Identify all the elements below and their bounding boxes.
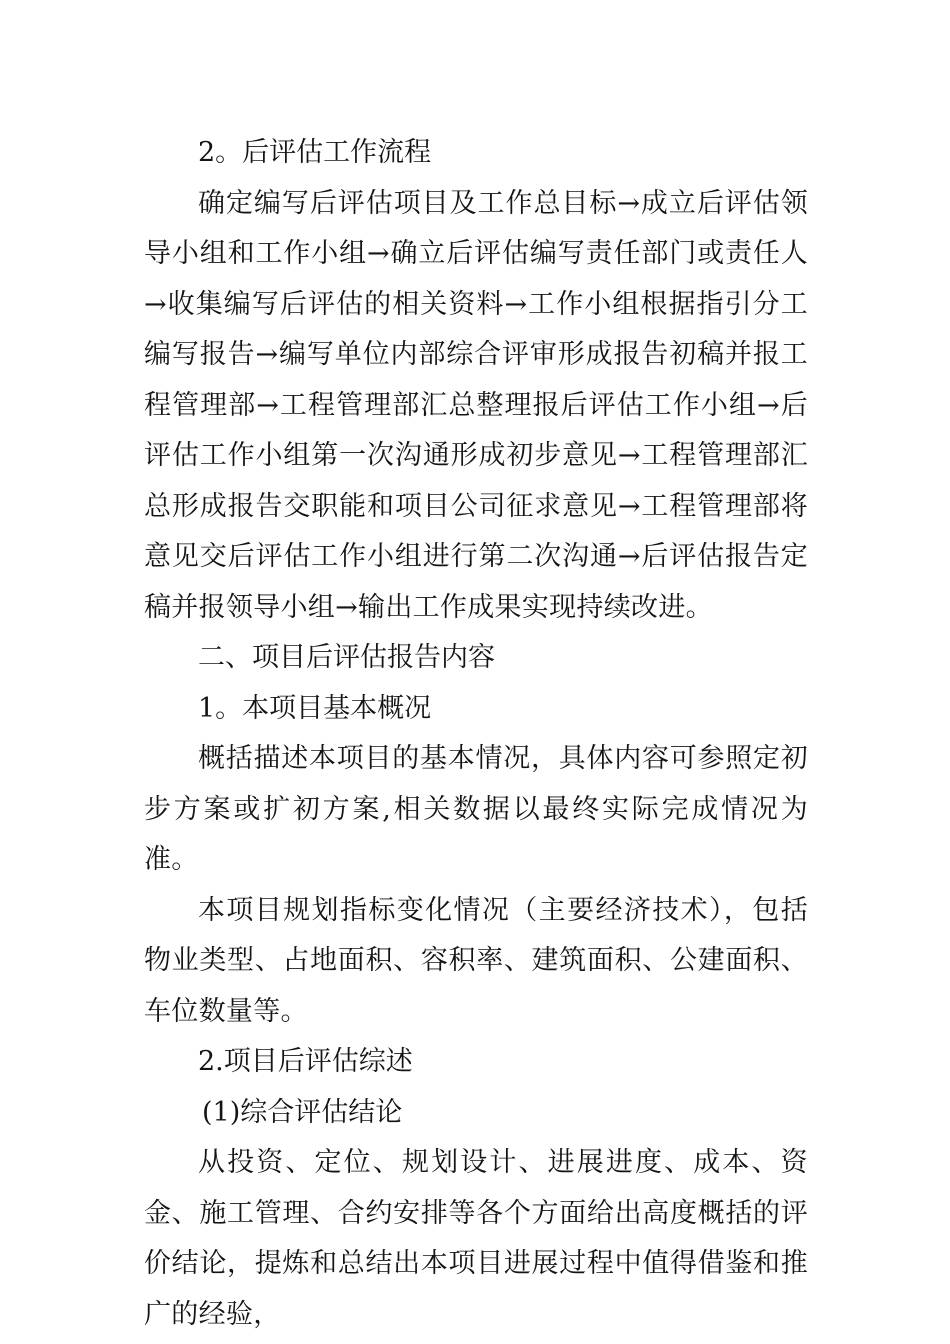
paragraph-planning-indicators: 本项目规划指标变化情况（主要经济技术），包括物业类型、占地面积、容积率、建筑面积、公建面积、车位数量等。 bbox=[144, 894, 808, 1027]
section-heading-workflow: 2。后评估工作流程 bbox=[198, 137, 432, 168]
paragraph-conclusion-text: 从投资、定位、规划设计、进展进度、成本、资金、施工管理、合约安排等各个方面给出高度概括的评价结论，提炼和总结出本项目进展过程中值得借鉴和推广的经验， bbox=[144, 1147, 808, 1330]
subheading-conclusion: (1)综合评估结论 bbox=[202, 1096, 403, 1128]
paragraph-overview-description: 概括描述本项目的基本情况，具体内容可参照定初步方案或扩初方案,相关数据以最终实际完成情况为准。 bbox=[144, 743, 808, 875]
section-heading-summary: 2.项目后评估综述 bbox=[198, 1046, 413, 1077]
section-heading-project-overview: 1。本项目基本概况 bbox=[198, 692, 432, 724]
section-heading-report-content: 二、项目后评估报告内容 bbox=[198, 642, 495, 673]
document-body bbox=[144, 128, 808, 1340]
paragraph-workflow-steps: 确定编写后评估项目及工作总目标→成立后评估领导小组和工作小组→确立后评估编写责任部门或责任人→收集编写后评估的相关资料→工作小组根据指引分工编写报告→编写单位内部综合评审形成报告初稿并报工程管理部→工程管理部汇总整理报后评估工作小组→后评估工作小组第一次沟通形成初步意见→工程管理部汇总形成报告交职能和项目公司征求意见→工程管理部将意见交后评估工作小组进行第二次沟通→后评估报告定稿并报领导小组→输出工作成果实现持续改进。 bbox=[144, 187, 808, 623]
